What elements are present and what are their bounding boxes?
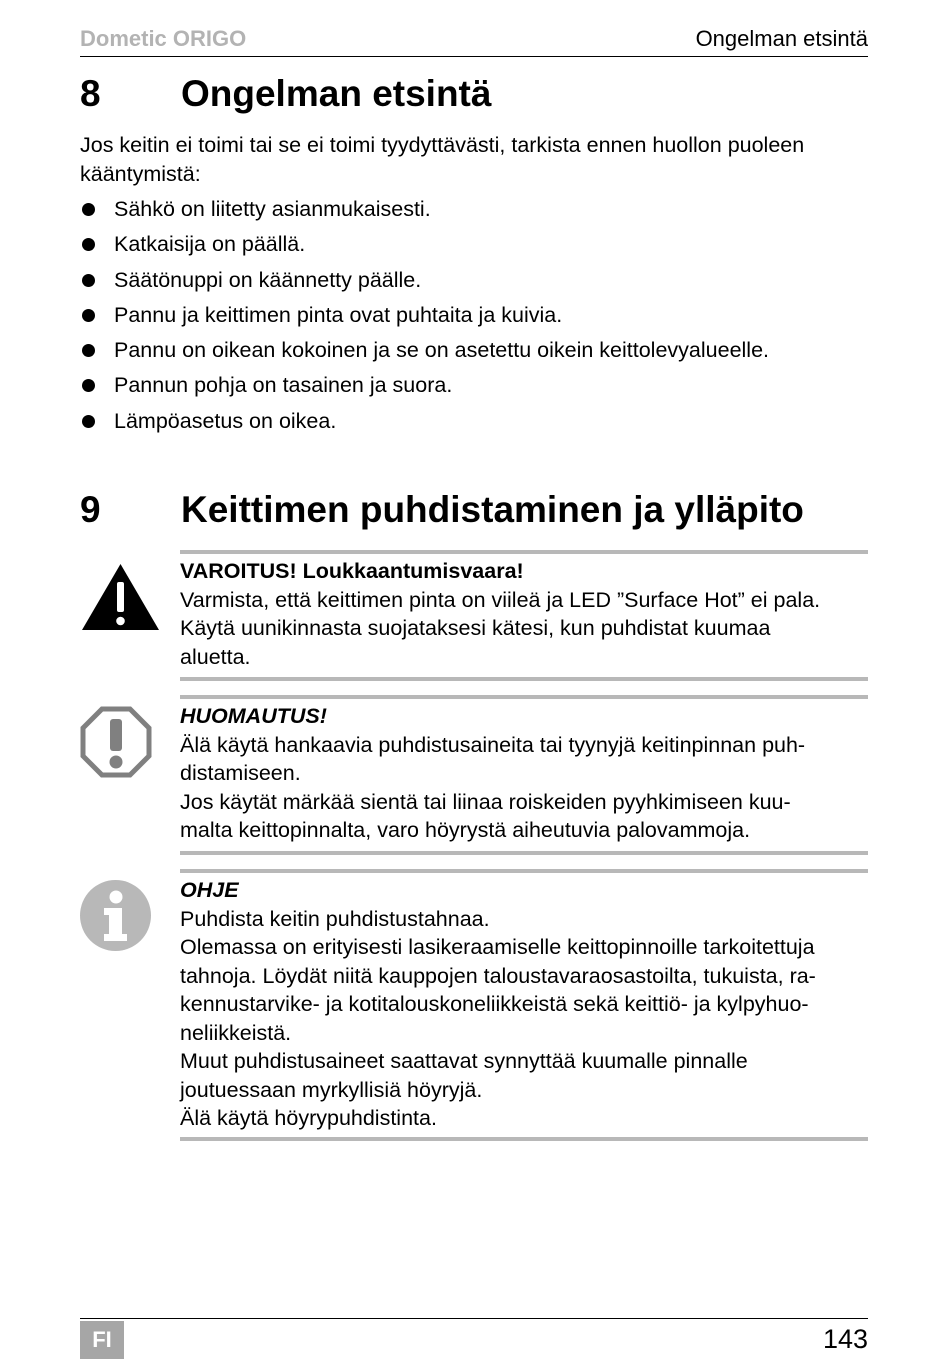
list-item-text: Lämpöasetus on oikea. bbox=[114, 408, 337, 433]
section-number: 8 bbox=[80, 73, 101, 114]
caution-notice bbox=[180, 695, 868, 857]
caution-line: Jos käytät märkää sientä tai liinaa roiskeiden pyyhkimiseen kuu- bbox=[180, 789, 791, 814]
list-item-text: Pannun pohja on tasainen ja suora. bbox=[114, 373, 453, 398]
caution-line: distamiseen. bbox=[180, 761, 301, 785]
info-icon bbox=[80, 880, 151, 951]
caution-line: malta keittopinnalta, varo höyrystä aiheutuvia palovammoja. bbox=[180, 818, 751, 842]
list-item bbox=[80, 194, 769, 229]
list-item-text: Sähkö on liitetty asianmukaisesti. bbox=[114, 197, 431, 221]
list-item bbox=[80, 335, 769, 370]
checklist bbox=[80, 194, 769, 441]
section-title: Ongelman etsintä bbox=[181, 73, 492, 114]
section-8-heading bbox=[80, 72, 491, 116]
warning-notice bbox=[180, 550, 868, 682]
notice-top-rule bbox=[180, 695, 868, 699]
warning-triangle-icon bbox=[80, 562, 161, 632]
section-title: Keittimen puhdistaminen ja ylläpito bbox=[181, 489, 804, 530]
info-line: Olemassa on erityisesti lasikeraamiselle keittopinnoille tarkoitettuja bbox=[180, 935, 815, 959]
warning-line: Varmista, että keittimen pinta on viileä ja LED ”Surface Hot” ei pala. bbox=[180, 587, 821, 612]
list-item bbox=[80, 300, 769, 335]
warning-title: VAROITUS! Loukkaantumisvaara! bbox=[180, 559, 524, 583]
info-line: neliikkeistä. bbox=[180, 1020, 292, 1045]
info-line: tahnoja. Löydät niitä kauppojen taloustavaraosastoilta, tukuista, ra- bbox=[180, 963, 816, 988]
list-item-text: Pannu ja keittimen pinta ovat puhtaita ja kuivia. bbox=[114, 302, 563, 327]
bullet-icon bbox=[82, 238, 95, 251]
caution-line: Älä käytä hankaavia puhdistusaineita tai tyynyjä keitinpinnan puh- bbox=[180, 732, 806, 757]
bullet-icon bbox=[82, 309, 95, 322]
page-header bbox=[80, 24, 868, 57]
list-item bbox=[80, 265, 769, 300]
page-number: 143 bbox=[822, 1324, 868, 1354]
intro-line: Jos keitin ei toimi tai se ei toimi tyydyttävästi, tarkista ennen huollon puoleen bbox=[80, 133, 805, 157]
notice-top-rule bbox=[180, 869, 868, 873]
bullet-icon bbox=[82, 415, 95, 428]
notice-bottom-rule bbox=[180, 1137, 868, 1141]
exclamation-octagon-icon bbox=[80, 706, 152, 778]
bullet-icon bbox=[82, 379, 95, 392]
list-item-text: Katkaisija on päällä. bbox=[114, 232, 306, 257]
intro-paragraph bbox=[80, 131, 880, 188]
info-line: kennustarvike- ja kotitalouskoneliikkeistä sekä keittiö- ja kylpyhuo- bbox=[180, 992, 809, 1016]
list-item bbox=[80, 370, 769, 405]
info-line: Älä käytä höyrypuhdistinta. bbox=[180, 1106, 437, 1130]
notice-bottom-rule bbox=[180, 851, 868, 855]
list-item bbox=[80, 406, 769, 441]
notice-top-rule bbox=[180, 550, 868, 554]
list-item-text: Pannu on oikean kokoinen ja se on asetettu oikein keittolevyalueelle. bbox=[114, 338, 770, 363]
info-line: Muut puhdistusaineet saattavat synnyttää kuumalle pinnalle bbox=[180, 1049, 748, 1073]
list-item bbox=[80, 229, 769, 264]
info-line: Puhdista keitin puhdistustahnaa. bbox=[180, 906, 490, 931]
section-number: 9 bbox=[80, 489, 101, 530]
bullet-icon bbox=[82, 203, 95, 216]
bullet-icon bbox=[82, 274, 95, 287]
running-section-title: Ongelman etsintä bbox=[695, 26, 868, 51]
info-notice bbox=[180, 869, 868, 1144]
language-tag: FI bbox=[80, 1321, 124, 1359]
info-line: joutuessaan myrkyllisiä höyryjä. bbox=[180, 1077, 483, 1102]
intro-line: kääntymistä: bbox=[80, 161, 201, 186]
brand-name: Dometic ORIGO bbox=[80, 26, 247, 51]
notice-bottom-rule bbox=[180, 677, 868, 681]
bullet-icon bbox=[82, 344, 95, 357]
warning-line: Käytä uunikinnasta suojataksesi kätesi, kun puhdistat kuumaa bbox=[180, 616, 771, 640]
warning-line: aluetta. bbox=[180, 644, 251, 669]
footer-rule bbox=[80, 1318, 868, 1319]
list-item-text: Säätönuppi on käännetty päälle. bbox=[114, 267, 422, 292]
section-9-heading bbox=[80, 488, 804, 532]
info-title: OHJE bbox=[180, 878, 239, 902]
caution-title: HUOMAUTUS! bbox=[180, 704, 327, 728]
